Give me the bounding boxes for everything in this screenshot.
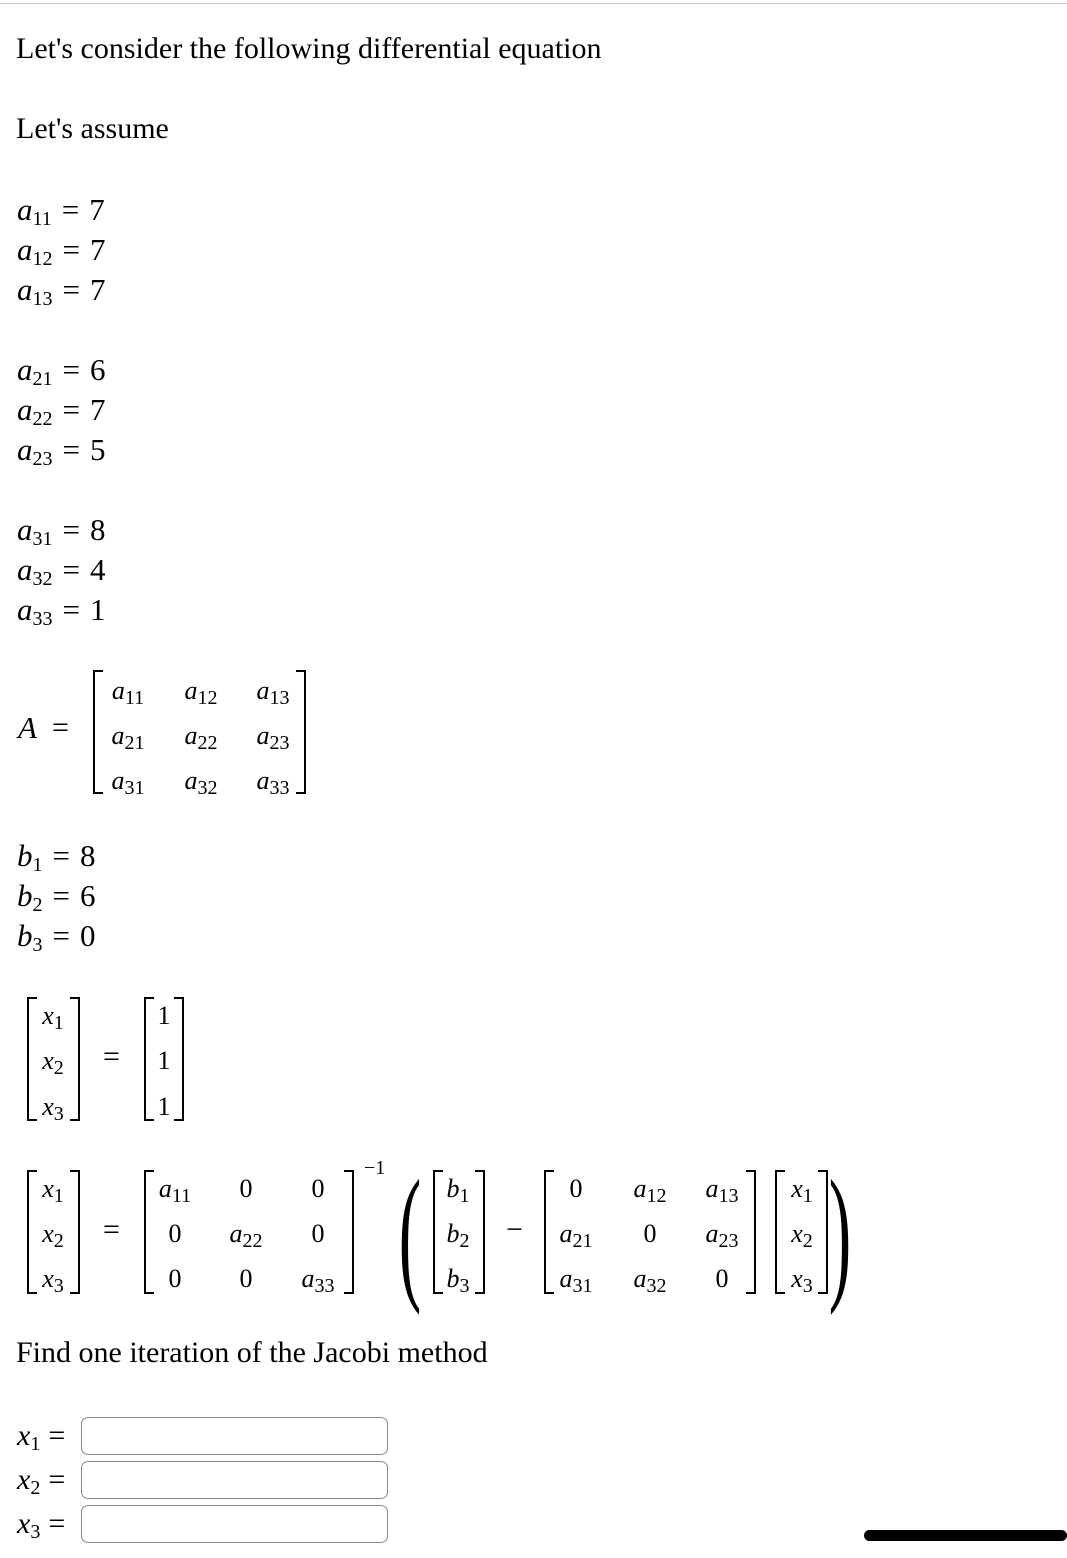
left-paren: ( [398,1150,422,1316]
top-divider [0,3,1067,4]
initial-vector-equals: = [103,1040,120,1073]
assume-text: Let's assume [16,112,169,145]
diag-matrix-cell: 0 [239,1174,253,1203]
inverse-exponent: −1 [364,1157,386,1179]
matrix-a-cell: $a_{22}$ [184,721,218,754]
offdiag-matrix-cell: $a_{12}$ [633,1174,667,1207]
diag-matrix-cell: $a_{11}$ [158,1174,192,1207]
rhs-x-entry: $x_1$ [791,1174,813,1207]
initial-value-entry: 1 [157,1046,171,1075]
answer-label-x1: $x_1$ = [17,1419,66,1455]
answer-input-x2[interactable] [81,1461,388,1499]
matrix-a-cell: $a_{31}$ [111,766,145,799]
horizontal-scrollbar[interactable] [864,1530,1067,1541]
x-vector-entry: $x_2$ [42,1046,64,1079]
coef-a22: $a_{22} = 7$ [17,392,106,430]
matrix-a-left-bracket [93,670,103,794]
matrix-a-cell: $a_{12}$ [184,676,218,709]
offdiag-matrix-cell: $a_{13}$ [705,1174,739,1207]
b-vector-entry: $b_3$ [446,1264,470,1297]
matrix-a-cell: $a_{21}$ [111,721,145,754]
answer-input-x3[interactable] [81,1505,388,1543]
lhs-x-entry: $x_3$ [42,1264,64,1297]
diag-matrix-cell: $a_{33}$ [301,1264,335,1297]
offdiag-matrix-cell: $a_{32}$ [633,1264,667,1297]
intro-text: Let's consider the following differential equation [16,32,602,65]
diag-matrix-cell: 0 [168,1264,182,1293]
offdiag-matrix-cell: $a_{23}$ [705,1219,739,1252]
diag-matrix-cell: 0 [311,1174,325,1203]
coef-a31: $a_{31} = 8$ [17,512,106,550]
b-value-3: $b_3 = 0$ [17,918,96,956]
offdiag-matrix-cell: $a_{21}$ [559,1219,593,1252]
matrix-a-cell: $a_{23}$ [256,721,290,754]
coef-a21: $a_{21} = 6$ [17,352,106,390]
lhs-x-entry: $x_2$ [42,1219,64,1252]
right-paren: ) [828,1150,852,1316]
question-text: Find one iteration of the Jacobi method [16,1336,488,1369]
matrix-a-right-bracket [296,670,306,794]
coef-a23: $a_{23} = 5$ [17,432,106,470]
offdiag-matrix-left-bracket [544,1170,554,1294]
coef-a13: $a_{13} = 7$ [17,272,106,310]
coef-a11: $a_{11} = 7$ [17,192,105,230]
answer-label-x2: $x_2$ = [17,1463,66,1499]
b-value-1: $b_1 = 8$ [17,838,96,876]
coef-a32: $a_{32} = 4$ [17,552,106,590]
offdiag-matrix-cell: 0 [715,1264,729,1293]
lhs-x-entry: $x_1$ [42,1174,64,1207]
matrix-a-equals: = [52,711,69,744]
diag-matrix-cell: $a_{22}$ [229,1219,263,1252]
answer-input-x1[interactable] [81,1417,388,1455]
jacobi-equals: = [103,1213,120,1246]
initial-value-entry: 1 [157,1092,171,1121]
diag-matrix-left-bracket [144,1170,154,1294]
offdiag-matrix-right-bracket [746,1170,756,1294]
offdiag-matrix-cell: 0 [643,1219,657,1248]
minus-sign: − [506,1213,523,1246]
diag-matrix-cell: 0 [311,1219,325,1248]
b-vector-entry: $b_1$ [446,1174,470,1207]
x-vector-entry: $x_1$ [42,1001,64,1034]
initial-value-entry: 1 [157,1001,171,1030]
matrix-a-cell: $a_{32}$ [184,766,218,799]
diag-matrix-cell: 0 [168,1219,182,1248]
coef-a33: $a_{33} = 1$ [17,592,106,630]
offdiag-matrix-cell: $a_{31}$ [559,1264,593,1297]
answer-label-x3: $x_3$ = [17,1507,66,1543]
matrix-a-label: A [18,710,37,745]
matrix-a-cell: $a_{33}$ [256,766,290,799]
rhs-x-entry: $x_3$ [791,1264,813,1297]
b-vector-right-bracket [475,1170,485,1294]
matrix-a-cell: $a_{11}$ [111,676,145,709]
rhs-x-entry: $x_2$ [791,1219,813,1252]
diag-matrix-cell: 0 [239,1264,253,1293]
coef-a12: $a_{12} = 7$ [17,232,106,270]
matrix-a-cell: $a_{13}$ [256,676,290,709]
b-vector-entry: $b_2$ [446,1219,470,1252]
x-vector-entry: $x_3$ [42,1092,64,1125]
offdiag-matrix-cell: 0 [569,1174,583,1203]
b-value-2: $b_2 = 6$ [17,878,96,916]
diag-matrix-right-bracket [344,1170,354,1294]
